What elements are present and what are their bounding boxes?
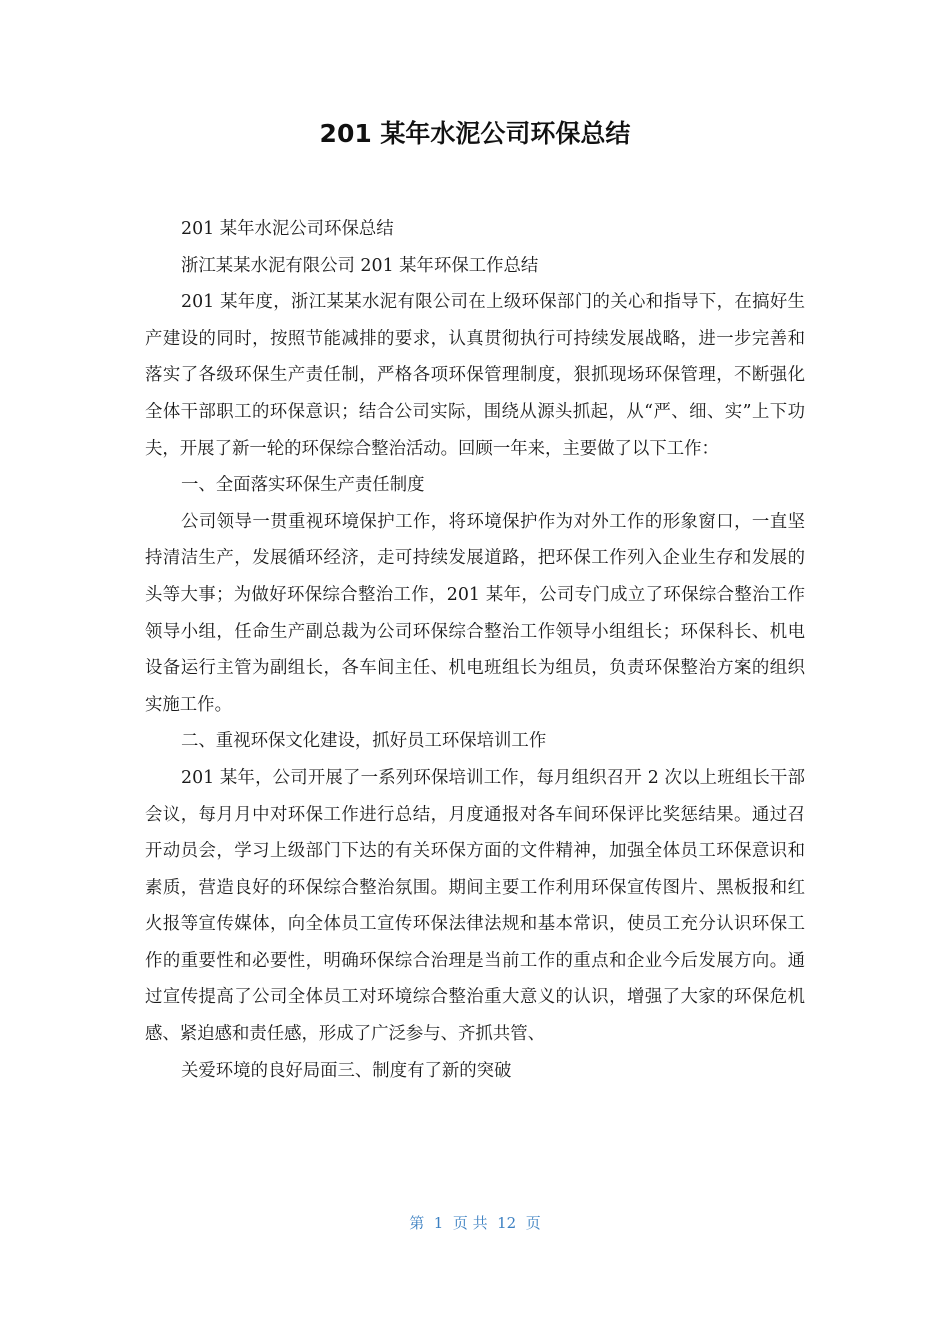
paragraph-intro: 201 某年度，浙江某某水泥有限公司在上级环保部门的关心和指导下，在搞好生产建设的同时，按照节能减排的要求，认真贯彻执行可持续发展战略，进一步完善和落实了各级环保生产责任制，严格各项环保管理制度，狠抓现场环保管理，不断强化全体干部职工的环保意识；结合公司实际，围绕从源头抓起，从“严、细、实”上下功夫，开展了新一轮的环保综合整治活动。回顾一年来，主要做了以下工作： (145, 292, 805, 459)
paragraph-section-1: 公司领导一贯重视环境保护工作，将环境保护作为对外工作的形象窗口，一直坚持清洁生产，发展循环经济，走可持续发展道路，把环保工作列入企业生存和发展的头等大事；为做好环保综合整治工作，201 某年，公司专门成立了环保综合整治工作领导小组，任命生产副总裁为公司环保综合整治工作领导小组组长；环保科长、机电设备运行主管为副组长，各车间主任、机电班组长为组员，负责环保整治方案的组织实施工作。 (145, 511, 805, 715)
paragraph-section-2: 201 某年，公司开展了一系列环保培训工作，每月组织召开 2 次以上班组长干部会议，每月月中对环保工作进行总结，月度通报对各车间环保评比奖惩结果。通过召开动员会，学习上级部门下达的有关环保方面的文件精神，加强全体员工环保意识和素质，营造良好的环保综合整治氛围。期间主要工作利用环保宣传图片、黑板报和红火报等宣传媒体，向全体员工宣传环保法律法规和基本常识，使员工充分认识环保工作的重要性和必要性，明确环保综合治理是当前工作的重点和企业今后发展方向。通过宣传提高了公司全体员工对环境综合整治重大意义的认识，增强了大家的环保危机感、紧迫感和责任感，形成了广泛参与、齐抓共管、 (145, 767, 805, 1045)
page-number-footer: 第 1 页 共 12 页 (409, 1214, 541, 1232)
paragraph-company-heading: 浙江某某水泥有限公司 201 某年环保工作总结 (181, 255, 539, 276)
section-heading-1: 一、全面落实环保生产责任制度 (181, 475, 425, 496)
document-title: 201 某年水泥公司环保总结 (319, 119, 631, 148)
paragraph-subtitle: 201 某年水泥公司环保总结 (181, 219, 394, 239)
document-body (145, 211, 805, 1089)
paragraph-section-3-start: 关爱环境的良好局面三、制度有了新的突破 (181, 1060, 512, 1081)
section-heading-2: 二、重视环保文化建设，抓好员工环保培训工作 (181, 731, 547, 752)
